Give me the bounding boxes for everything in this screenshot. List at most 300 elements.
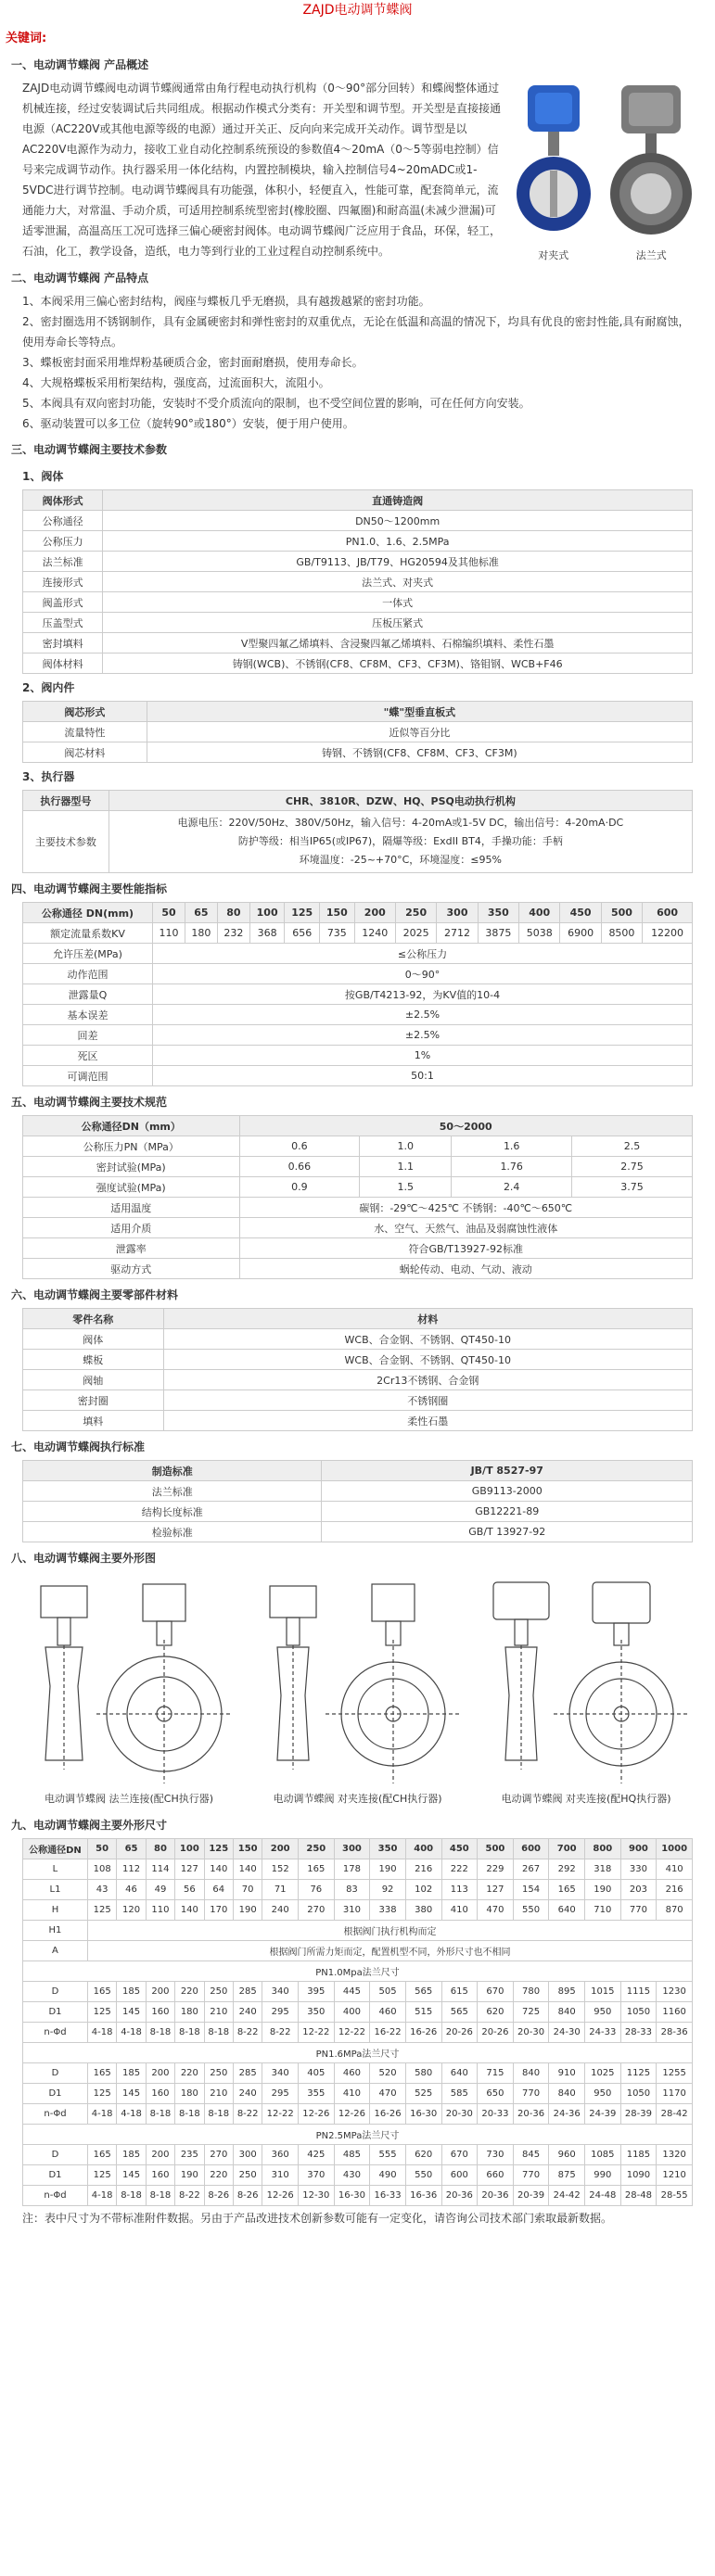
header-cell: 材料 <box>163 1309 692 1329</box>
header-cell: 65 <box>185 903 217 923</box>
sec4-heading: 四、电动调节蝶阀主要性能指标 <box>11 882 168 895</box>
dim-cell: 216 <box>405 1859 441 1880</box>
dim-cell: 180 <box>175 2002 204 2023</box>
table-row <box>23 1880 693 1900</box>
dim-cell: 200 <box>146 2145 174 2165</box>
dim-cell: 222 <box>441 1859 478 1880</box>
dim-cell: H <box>23 1900 88 1921</box>
row-value: 2.75 <box>572 1157 693 1177</box>
dim-cell: 1170 <box>657 2084 693 2104</box>
dim-cell: 12-30 <box>299 2186 335 2206</box>
dim-cell: 20-39 <box>513 2186 549 2206</box>
row-label: H1 <box>23 1921 88 1941</box>
header-cell: JB/T 8527-97 <box>322 1461 693 1481</box>
dim-cell: 8-18 <box>204 2104 233 2125</box>
dim-cell: n-Φd <box>23 2104 88 2125</box>
dim-cell: D <box>23 2063 88 2084</box>
drawing-wafer-hq <box>479 1575 693 1806</box>
kv-cell: 368 <box>249 923 285 944</box>
table-row <box>23 1481 693 1502</box>
intro-block <box>0 78 715 262</box>
dim-cell: 990 <box>585 2165 621 2186</box>
spec-table <box>22 1115 693 1279</box>
row-value: 1.1 <box>360 1157 452 1177</box>
sec6-heading: 六、电动调节蝶阀主要零部件材料 <box>11 1288 179 1301</box>
dim-cell: 555 <box>370 2145 406 2165</box>
table-row <box>23 2104 693 2125</box>
dim-cell: n-Φd <box>23 2186 88 2206</box>
actuator-line: 电源电压：220V/50Hz、380V/50Hz，输入信号：4-20mA或1-5V DC，输出信号：4-20mA·DC <box>177 817 624 829</box>
dim-cell: 190 <box>175 2165 204 2186</box>
dim-cell: 8-18 <box>117 2186 146 2206</box>
dim-cell: 4-18 <box>87 2104 116 2125</box>
table-row <box>23 1502 693 1522</box>
row-value: 水、空气、天然气、油品及弱腐蚀性液体 <box>239 1218 692 1238</box>
row-value: 1.0 <box>360 1136 452 1157</box>
dim-cell: 71 <box>262 1880 299 1900</box>
dim-cell: 76 <box>299 1880 335 1900</box>
dim-cell: 660 <box>478 2165 514 2186</box>
row-value: WCB、合金钢、不锈钢、QT450-10 <box>163 1350 692 1370</box>
standards-table <box>22 1460 693 1542</box>
table-row <box>23 613 693 633</box>
dim-cell: 8-26 <box>204 2186 233 2206</box>
kv-cell: 1240 <box>354 923 395 944</box>
table-row <box>23 1900 693 1921</box>
dim-cell: 250 <box>204 2063 233 2084</box>
header-cell: 65 <box>117 1839 146 1859</box>
dim-cell: 49 <box>146 1880 174 1900</box>
table-row <box>23 552 693 572</box>
dim-cell: 770 <box>620 1900 657 1921</box>
dim-cell: 108 <box>87 1859 116 1880</box>
row-value: 碳钢：-29℃～425℃ 不锈钢：-40℃～650℃ <box>239 1198 692 1218</box>
table-row <box>23 2186 693 2206</box>
dim-cell: 520 <box>370 2063 406 2084</box>
table-row <box>23 1046 693 1066</box>
row-value: 1.6 <box>452 1136 572 1157</box>
dim-cell: 8-22 <box>233 2023 262 2043</box>
inner-subheading: 2、阀内件 <box>22 681 75 694</box>
dim-cell: 250 <box>204 1982 233 2002</box>
dim-cell: 165 <box>87 2145 116 2165</box>
row-value: GB9113-2000 <box>322 1481 693 1502</box>
table-row <box>23 1136 693 1157</box>
row-label: 结构长度标准 <box>23 1502 322 1522</box>
drawing-caption: 电动调节蝶阀 法兰连接(配CH执行器) <box>44 1793 214 1805</box>
table-row <box>23 2145 693 2165</box>
dim-cell: 152 <box>262 1859 299 1880</box>
table-row <box>23 1982 693 2002</box>
table-row <box>23 2063 693 2084</box>
group-title-row <box>23 2125 693 2145</box>
dim-cell: 20-36 <box>441 2186 478 2206</box>
row-label: 法兰标准 <box>23 1481 322 1502</box>
dim-cell: 20-36 <box>513 2104 549 2125</box>
row-label: 阀体 <box>23 1329 164 1350</box>
dim-cell: 240 <box>233 2084 262 2104</box>
table-row <box>23 1370 693 1390</box>
dim-cell: 8-18 <box>146 2104 174 2125</box>
row-label: 可调范围 <box>23 1066 153 1086</box>
row-value: 1% <box>153 1046 693 1066</box>
row-value: 一体式 <box>103 592 693 613</box>
dim-cell: 1160 <box>657 2002 693 2023</box>
dim-cell: 20-26 <box>441 2023 478 2043</box>
body-table-header-1: 直通铸造阀 <box>103 490 693 511</box>
outline-drawings <box>0 1571 715 1809</box>
dim-cell: 370 <box>299 2165 335 2186</box>
table-row <box>23 722 693 742</box>
row-label: 适用温度 <box>23 1198 240 1218</box>
page-title: ZAJD电动调节蝶阀 <box>302 3 413 18</box>
performance-table <box>22 902 693 1086</box>
feature-item: 5、本阀具有双向密封功能，安装时不受介质流向的限制，也不受空间位置的影响，可在任何方向安装。 <box>22 397 530 410</box>
dim-cell: 780 <box>513 1982 549 2002</box>
dim-cell: D <box>23 2145 88 2165</box>
dim-cell: 20-33 <box>478 2104 514 2125</box>
table-row <box>23 1177 693 1198</box>
dim-cell: 310 <box>334 1900 370 1921</box>
table-row <box>23 944 693 964</box>
header-cell: 300 <box>334 1839 370 1859</box>
dim-cell: 8-18 <box>146 2186 174 2206</box>
dim-cell: 28-42 <box>657 2104 693 2125</box>
dim-cell: 114 <box>146 1859 174 1880</box>
sec9-heading: 九、电动调节蝶阀主要外形尺寸 <box>11 1819 168 1832</box>
dim-cell: 1125 <box>620 2063 657 2084</box>
group-title: PN2.5MPa法兰尺寸 <box>23 2125 693 2145</box>
dim-cell: n-Φd <box>23 2023 88 2043</box>
row-label: 强度试验(MPa) <box>23 1177 240 1198</box>
dim-cell: 910 <box>549 2063 585 2084</box>
dim-cell: 840 <box>549 2002 585 2023</box>
dim-cell: 235 <box>175 2145 204 2165</box>
table-row <box>23 1218 693 1238</box>
dim-cell: 670 <box>478 1982 514 2002</box>
row-value: ≤公称压力 <box>153 944 693 964</box>
dim-cell: 620 <box>478 2002 514 2023</box>
kv-cell: 5038 <box>519 923 560 944</box>
dim-cell: 615 <box>441 1982 478 2002</box>
flange-valve-icon <box>605 78 697 245</box>
row-value: 0～90° <box>153 964 693 984</box>
header-cell: 100 <box>249 903 285 923</box>
header-cell: 100 <box>175 1839 204 1859</box>
table-header <box>23 903 693 923</box>
table-row <box>23 1329 693 1350</box>
dim-cell: D1 <box>23 2002 88 2023</box>
dim-cell: 395 <box>299 1982 335 2002</box>
header-cell: 200 <box>354 903 395 923</box>
row-label: 流量特性 <box>23 722 147 742</box>
dim-cell: D1 <box>23 2084 88 2104</box>
dim-cell: 330 <box>620 1859 657 1880</box>
row-label: 密封试验(MPa) <box>23 1157 240 1177</box>
header-cell: 600 <box>643 903 693 923</box>
dim-cell: 270 <box>299 1900 335 1921</box>
dim-cell: 360 <box>262 2145 299 2165</box>
table-row <box>23 633 693 654</box>
header-cell: 80 <box>217 903 249 923</box>
dim-cell: 140 <box>204 1859 233 1880</box>
dim-cell: 28-33 <box>620 2023 657 2043</box>
dim-cell: 565 <box>405 1982 441 2002</box>
actuator-header-1: CHR、3810R、DZW、HQ、PSQ电动执行机构 <box>109 791 692 811</box>
header-cell: 125 <box>204 1839 233 1859</box>
header-cell: 600 <box>513 1839 549 1859</box>
feature-item: 6、驱动装置可以多工位（旋转90°或180°）安装，便于用户使用。 <box>22 417 354 430</box>
dim-cell: 340 <box>262 1982 299 2002</box>
dim-cell: 190 <box>370 1859 406 1880</box>
dim-cell: 1050 <box>620 2084 657 2104</box>
dim-cell: 250 <box>233 2165 262 2186</box>
drawing-flange-ch <box>22 1575 236 1806</box>
dim-cell: 650 <box>478 2084 514 2104</box>
row-label: 法兰标准 <box>23 552 103 572</box>
row-label: 阀芯材料 <box>23 742 147 763</box>
dim-cell: 300 <box>233 2145 262 2165</box>
wafer-drawing-icon <box>251 1575 465 1788</box>
table-row <box>23 572 693 592</box>
dim-cell: 4-18 <box>87 2023 116 2043</box>
dim-cell: 8-22 <box>233 2104 262 2125</box>
row-value: 铸钢、不锈钢(CF8、CF8M、CF3、CF3M) <box>147 742 692 763</box>
dim-cell: 16-30 <box>334 2186 370 2206</box>
sec2-heading: 二、电动调节蝶阀 产品特点 <box>11 272 149 285</box>
header-cell: 450 <box>560 903 601 923</box>
row-value: 压板压紧式 <box>103 613 693 633</box>
header-cell: 400 <box>519 903 560 923</box>
dim-cell: 240 <box>233 2002 262 2023</box>
dim-cell: 875 <box>549 2165 585 2186</box>
dim-cell: 270 <box>204 2145 233 2165</box>
dim-cell: 160 <box>146 2002 174 2023</box>
kv-cell: 656 <box>285 923 320 944</box>
kv-cell: 2712 <box>437 923 478 944</box>
dim-cell: 110 <box>146 1900 174 1921</box>
dim-cell: 190 <box>585 1880 621 1900</box>
table-row <box>23 2002 693 2023</box>
dim-cell: 950 <box>585 2002 621 2023</box>
dim-cell: 112 <box>117 1859 146 1880</box>
dim-cell: 310 <box>262 2165 299 2186</box>
drawing-wafer-ch <box>251 1575 465 1806</box>
dim-cell: 1115 <box>620 1982 657 2002</box>
dim-cell: 1230 <box>657 1982 693 2002</box>
dim-cell: 400 <box>334 2002 370 2023</box>
dim-cell: 580 <box>405 2063 441 2084</box>
dim-cell: 1185 <box>620 2145 657 2165</box>
feature-item: 2、密封圈选用不锈钢制作，具有金属硬密封和弹性密封的双重优点，无论在低温和高温的情况下，均具有优良的密封性能,具有耐腐蚀，使用寿命长等特点。 <box>22 315 690 349</box>
header-cell: 150 <box>320 903 355 923</box>
dim-cell: 178 <box>334 1859 370 1880</box>
row-value: 1.76 <box>452 1157 572 1177</box>
dim-cell: 338 <box>370 1900 406 1921</box>
row-value: GB12221-89 <box>322 1502 693 1522</box>
dim-cell: 28-48 <box>620 2186 657 2206</box>
dim-cell: 24-42 <box>549 2186 585 2206</box>
kv-cell: 8500 <box>601 923 642 944</box>
dim-cell: 470 <box>370 2084 406 2104</box>
dim-cell: 185 <box>117 1982 146 2002</box>
body-subheading: 1、阀体 <box>22 470 64 483</box>
row-label: 检验标准 <box>23 1522 322 1542</box>
dim-cell: 229 <box>478 1859 514 1880</box>
dim-cell: 840 <box>549 2084 585 2104</box>
row-value: 法兰式、对夹式 <box>103 572 693 592</box>
dim-cell: 525 <box>405 2084 441 2104</box>
wafer-valve-icon <box>507 78 600 245</box>
dim-cell: 267 <box>513 1859 549 1880</box>
header-cell: 公称通径DN <box>23 1839 88 1859</box>
row-value: 近似等百分比 <box>147 722 692 742</box>
dim-cell: 1320 <box>657 2145 693 2165</box>
inner-table-header-0: 阀芯形式 <box>23 702 147 722</box>
wafer-caption: 对夹式 <box>538 249 569 261</box>
sec7-heading: 七、电动调节蝶阀执行标准 <box>11 1440 146 1453</box>
row-label: 死区 <box>23 1046 153 1066</box>
dim-cell: 8-18 <box>175 2104 204 2125</box>
dim-cell: 8-18 <box>204 2023 233 2043</box>
dim-cell: 640 <box>549 1900 585 1921</box>
dim-cell: 620 <box>405 2145 441 2165</box>
table-header <box>23 1309 693 1329</box>
dim-cell: 154 <box>513 1880 549 1900</box>
row-value: GB/T9113、JB/T79、HG20594及其他标准 <box>103 552 693 572</box>
table-row <box>23 1025 693 1046</box>
dim-cell: 725 <box>513 2002 549 2023</box>
row-label: 泄露率 <box>23 1238 240 1259</box>
dim-cell: 160 <box>146 2084 174 2104</box>
row-value: 2.5 <box>572 1136 693 1157</box>
dim-cell: 216 <box>657 1880 693 1900</box>
dim-cell: 12-22 <box>262 2104 299 2125</box>
dim-cell: 16-33 <box>370 2186 406 2206</box>
dim-cell: 380 <box>405 1900 441 1921</box>
feature-item: 4、大规格蝶板采用桁架结构，强度高，过流面积大，流阻小。 <box>22 376 330 389</box>
table-row <box>23 1238 693 1259</box>
header-cell: 500 <box>601 903 642 923</box>
dim-cell: 20-36 <box>478 2186 514 2206</box>
feature-item: 3、蝶板密封面采用堆焊粉基硬质合金，密封面耐磨损，使用寿命长。 <box>22 356 364 369</box>
dim-cell: 92 <box>370 1880 406 1900</box>
row-label: 驱动方式 <box>23 1259 240 1279</box>
row-value: 不锈钢圈 <box>163 1390 692 1411</box>
group-title: PN1.6MPa法兰尺寸 <box>23 2043 693 2063</box>
header-cell: 150 <box>233 1839 262 1859</box>
dim-cell: 950 <box>585 2084 621 2104</box>
dim-cell: 127 <box>478 1880 514 1900</box>
dim-cell: 20-30 <box>513 2023 549 2043</box>
body-table-header-0: 阀体形式 <box>23 490 103 511</box>
intro-text: ZAJD电动调节蝶阀电动调节蝶阀通常由角行程电动执行机构（0～90°部分回转）和蝶阀整体通过机械连接，经过安装调试后共同组成。根据动作模式分类有：开关型和调节型。开关型是直接接通电源（AC220V或其他电源等级的电源）通过开关正、反向向来完成开关动作。调节型是以AC220V电源作为动力，接收工业自动化控制系统预设的参数值4～20mA（0～5等弱电控制）信号来完成调节动作。执行器采用一体化结构，内置控制模块，输入控制信号4~20mADC或1-5VDC进行调节控制。电动调节蝶阀具有功能强，体积小，轻便直入，性能可靠，配套简单元，流通能力大，对常温、手动介质，可适用控制系统型密封(橡胶圈、四氟圈)和耐高温(未减少泄漏)可适零泄漏，高温高压工况可选择三偏心硬密封阀体。电动调节蝶阀广泛应用于食品，环保，轻工，石油，化工，教学设备，造纸，电力等到行业的工业过程自动控制系统中。 <box>22 82 502 258</box>
header-cell: 公称通径 DN(mm) <box>23 903 153 923</box>
header-cell: 900 <box>620 1839 657 1859</box>
row-value: ±2.5% <box>153 1005 693 1025</box>
dim-cell: 120 <box>117 1900 146 1921</box>
dim-cell: 145 <box>117 2002 146 2023</box>
table-row <box>23 2084 693 2104</box>
table-header <box>23 1116 693 1136</box>
row-value: 根据阀门执行机构而定 <box>87 1921 692 1941</box>
inner-table-header-1: "蝶"型垂直板式 <box>147 702 692 722</box>
header-cell: 50～2000 <box>239 1116 692 1136</box>
kv-cell: 180 <box>185 923 217 944</box>
row-value: 0.66 <box>239 1157 360 1177</box>
dim-cell: 730 <box>478 2145 514 2165</box>
dim-cell: 8-18 <box>175 2023 204 2043</box>
inner-table <box>22 701 693 763</box>
row-value: 1.5 <box>360 1177 452 1198</box>
dim-cell: 770 <box>513 2084 549 2104</box>
wafer-valve-image <box>507 78 600 262</box>
group-title-row <box>23 2043 693 2063</box>
dim-cell: 24-33 <box>585 2023 621 2043</box>
row-value: 2Cr13不锈钢、合金钢 <box>163 1370 692 1390</box>
dim-cell: 240 <box>262 1900 299 1921</box>
dim-cell: 4-18 <box>117 2104 146 2125</box>
actuator-line: 环境温度：-25~+70°C，环境湿度：≤95% <box>299 854 502 866</box>
row-value: V型聚四氟乙烯填料、含浸聚四氟乙烯填料、石棉编织填料、柔性石墨 <box>103 633 693 654</box>
feature-item: 1、本阀采用三偏心密封结构，阀座与蝶板几乎无磨损，具有越拨越紧的密封功能。 <box>22 295 430 308</box>
row-value: PN1.0、1.6、2.5MPa <box>103 531 693 552</box>
actuator-header-0: 执行器型号 <box>23 791 109 811</box>
dim-cell: 127 <box>175 1859 204 1880</box>
table-row <box>23 654 693 674</box>
sec8-heading: 八、电动调节蝶阀主要外形图 <box>11 1552 157 1565</box>
dim-cell: 24-30 <box>549 2023 585 2043</box>
dim-cell: 870 <box>657 1900 693 1921</box>
dim-cell: 165 <box>299 1859 335 1880</box>
kv-cell: 2025 <box>395 923 436 944</box>
table-row <box>23 1411 693 1431</box>
product-images <box>504 78 700 262</box>
row-label: 适用介质 <box>23 1218 240 1238</box>
table-header <box>23 1461 693 1481</box>
dim-cell: 340 <box>262 2063 299 2084</box>
row-label: 动作范围 <box>23 964 153 984</box>
dim-cell: 585 <box>441 2084 478 2104</box>
actuator-subheading: 3、执行器 <box>22 770 75 783</box>
row-label: 密封填料 <box>23 633 103 654</box>
dim-cell: 185 <box>117 2145 146 2165</box>
dim-cell: 83 <box>334 1880 370 1900</box>
header-cell: 制造标准 <box>23 1461 322 1481</box>
row-value: ±2.5% <box>153 1025 693 1046</box>
actuator-table <box>22 790 693 873</box>
dim-cell: 125 <box>87 2165 116 2186</box>
dim-cell: 24-36 <box>549 2104 585 2125</box>
row-value: 根据阀门所需力矩而定，配置机型不同，外形尺寸也不相同 <box>87 1941 692 1961</box>
dim-cell: 24-48 <box>585 2186 621 2206</box>
row-label: 连接形式 <box>23 572 103 592</box>
dim-cell: 600 <box>441 2165 478 2186</box>
row-label: 基本误差 <box>23 1005 153 1025</box>
table-row <box>23 1066 693 1086</box>
dim-cell: 16-26 <box>370 2104 406 2125</box>
dim-cell: 12-26 <box>334 2104 370 2125</box>
dim-cell: 160 <box>146 2165 174 2186</box>
row-value: 柔性石墨 <box>163 1411 692 1431</box>
actuator-label: 主要技术参数 <box>23 811 109 873</box>
kv-cell: 6900 <box>560 923 601 944</box>
dim-cell: 430 <box>334 2165 370 2186</box>
dim-cell: 46 <box>117 1880 146 1900</box>
table-row <box>23 1522 693 1542</box>
dim-cell: 28-36 <box>657 2023 693 2043</box>
dim-cell: 125 <box>87 2002 116 2023</box>
